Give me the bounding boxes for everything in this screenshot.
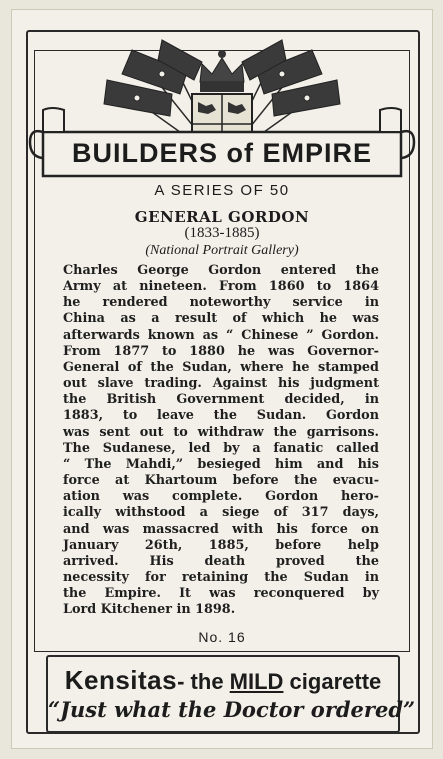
advert-tag-mild: MILD [229, 669, 284, 694]
body-line: out slave trading. Against his judgment [63, 376, 379, 392]
advert-headline [48, 665, 398, 696]
body-line: “ The Mahdi,” besieged him and his [63, 456, 379, 472]
body-line: From 1877 to 1880 he was Governor- [63, 343, 379, 359]
body-line: the British Government decided, in [63, 392, 379, 408]
biography-text [63, 263, 379, 618]
body-line: ation was complete. Gordon hero- [63, 489, 379, 505]
body-line: was sent out to withdraw the garrisons. [63, 424, 379, 440]
card-title: GENERAL GORDON [134, 208, 310, 226]
brand-name: Kensitas [64, 665, 178, 695]
body-line: and was massacred with his force on [63, 521, 379, 537]
body-line: necessity for retaining the Sudan in [63, 569, 379, 585]
body-line: The Sudanese, led by a fanatic called [63, 440, 379, 456]
body-line: Army at nineteen. From 1860 to 1864 [63, 279, 379, 295]
body-line: Charles George Gordon entered the [63, 263, 379, 278]
body-line: January 26th, 1885, before help [63, 537, 379, 553]
body-line: he rendered noteworthy service in [63, 295, 379, 311]
series-label: A SERIES OF 50 [154, 182, 290, 199]
advert-tag-suffix: cigarette [283, 669, 382, 694]
cigarette-card [12, 10, 432, 748]
body-line: ically withstood a siege of 317 days, [63, 505, 379, 521]
card-number: No. 16 [198, 629, 246, 645]
advert-box [46, 655, 416, 733]
advert-slogan: “Just what the Doctor ordered” [48, 697, 416, 722]
card-years: (1833-1885) [184, 225, 260, 241]
body-line: Lord Kitchener in 1898. [63, 602, 236, 618]
body-line: arrived. His death proved the [63, 553, 379, 569]
empire-crest-emblem [12, 32, 432, 192]
body-line: the Empire. It was reconquered by [63, 586, 379, 602]
advert-tag-prefix: - the [177, 669, 230, 694]
body-line: afterwards known as “ Chinese ” Gordon. [63, 327, 379, 343]
body-line: China as a result of which he was [63, 311, 379, 327]
body-line: force at Khartoum before the evacu- [63, 473, 379, 489]
banner-title: BUILDERS of EMPIRE [71, 138, 373, 168]
image-source: (National Portrait Gallery) [145, 243, 299, 258]
body-line: 1883, to leave the Sudan. Gordon [63, 408, 379, 424]
body-line: General of the Sudan, where he stamped [63, 359, 379, 375]
